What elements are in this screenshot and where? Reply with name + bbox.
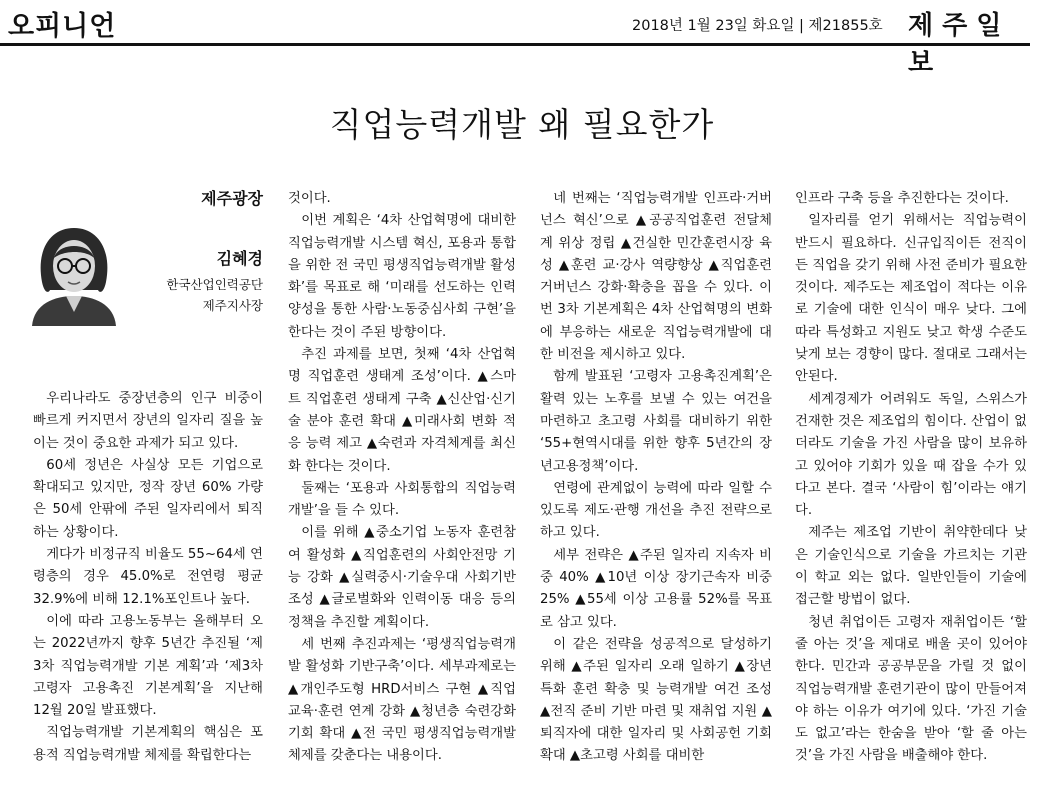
article-headline: 직업능력개발 왜 필요한가 — [329, 105, 715, 144]
author-photo — [28, 220, 120, 326]
paragraph: 세부 전략은 ▲주된 일자리 지속자 비중 40% ▲10년 이상 장기근속자 비중 25% ▲55세 이상 고용률 52%를 목표로 삼고 있다. — [540, 547, 772, 630]
paragraph: 직업능력개발 기본계획의 핵심은 포용적 직업능력개발 체제를 확립한다는 — [33, 725, 263, 763]
paragraph: 청년 취업이든 고령자 재취업이든 ‘할 줄 아는 것’을 제대로 배울 곳이 있어야 한다. 민간과 공공부문을 가릴 것 없이 직업능력개발 훈련기관이 많이 만들어져야 하는 이유가 여기에 있다. ‘가진 기술도 없고’라는 한숨을 받아 ‘할 줄 아는 것’을 가진 사람을 배출해야 한다. — [795, 614, 1027, 764]
section-title: 오피니언 — [8, 11, 117, 42]
article-column-3 — [540, 188, 772, 768]
paragraph: 60세 정년은 사실상 모든 기업으로 확대되고 있지만, 정작 장년 60% 가량은 50세 안팎에 주된 일자리에서 퇴직하는 상황이다. — [33, 457, 263, 540]
paragraph: 게다가 비정규직 비율도 55~64세 연령층의 경우 45.0%로 전연령 평균 32.9%에 비해 12.1%포인트나 높다. — [33, 547, 263, 607]
article-column-1 — [33, 388, 263, 767]
paragraph: 제주는 제조업 기반이 취약한데다 낮은 기술인식으로 기술을 가르치는 기관이 학교 외는 없다. 일반인들이 기술에 접근할 방법이 없다. — [795, 525, 1027, 608]
paragraph: 추진 과제를 보면, 첫째 ‘4차 산업혁명 직업훈련 생태계 조성’이다. ▲스마트 직업훈련 생태계 구축 ▲신산업·신기술 분야 훈련 확대 ▲미래사회 변화 적응 능력 제고 ▲숙련과 자격체계를 최신화 한다는 것이다. — [288, 347, 516, 474]
paragraph: 네 번째는 ‘직업능력개발 인프라·거버넌스 혁신’으로 ▲공공직업훈련 전달체계 위상 정립 ▲건실한 민간훈련시장 육성 ▲훈련 교·강사 역량향상 ▲직업훈련 거버넌스 강화·확충을 꼽을 수 있다. 이번 3차 기본계획은 4차 산업혁명의 변화에 부응하는 새로운 직업능력개발에 대한 비전을 제시하고 있다. — [540, 191, 772, 363]
paragraph: 것이다. — [288, 191, 331, 206]
paragraph: 세 번째 추진과제는 ‘평생직업능력개발 활성화 기반구축’이다. 세부과제로는 ▲개인주도형 HRD서비스 구현 ▲직업교육·훈련 연계 강화 ▲청년층 숙련강화 기회 확대 ▲전 국민 평생직업능력개발 체제를 갖춘다는 내용이다. — [288, 636, 516, 764]
paragraph: 둘째는 ‘포용과 사회통합의 직업능력개발’을 들 수 있다. — [288, 480, 516, 519]
paragraph: 인프라 구축 등을 추진한다는 것이다. — [795, 191, 1009, 206]
paragraph: 일자리를 얻기 위해서는 직업능력이 반드시 필요하다. 신규입직이든 전직이든 직업을 갖기 위해 사전 준비가 필요한 것이다. 제주도는 제조업이 적다는 이유로 기술에 대한 인식이 매우 낮다. 그에 따라 특성화고 지원도 낮고 학생 수준도 낮게 보는 경향이 많다. 절대로 그래서는 안된다. — [795, 213, 1027, 385]
paragraph: 연령에 관계없이 능력에 따라 일할 수 있도록 제도·관행 개선을 추진 전략으로 하고 있다. — [540, 480, 772, 541]
paragraph: 이에 따라 고용노동부는 올해부터 오는 2022년까지 향후 5년간 추진될 ‘제3차 직업능력개발 기본 계획’과 ‘제3차 고령자 고용촉진 기본계획’을 지난해 12월 20일 발표했다. — [33, 613, 263, 719]
author-org: 한국산업인력공단 — [166, 277, 263, 292]
article-column-2 — [288, 188, 516, 768]
paragraph: 이번 계획은 ‘4차 산업혁명에 대비한 직업능력개발 시스템 혁신, 포용과 통합을 위한 전 국민 평생직업능력개발 활성화’를 목표로 해 ‘미래를 선도하는 인력양성을 통한 사람·노동중심사회 구현’을 한다는 것이 주된 방향이다. — [288, 213, 516, 340]
newspaper-name: 제주일보 — [908, 11, 1011, 78]
paragraph: 이 같은 전략을 성공적으로 달성하기 위해 ▲주된 일자리 오래 일하기 ▲장년특화 훈련 확충 및 능력개발 여건 조성 ▲전직 준비 기반 마련 및 재취업 지원 ▲퇴직자에 대한 일자리 및 사회공헌 기회 확대 ▲초고령 사회를 대비한 — [540, 636, 772, 764]
column-name: 제주광장 — [201, 189, 263, 208]
header-rule — [0, 43, 1030, 46]
paragraph: 우리나라도 중장년층의 인구 비중이 빠르게 커지면서 장년의 일자리 질을 높이는 것이 중요한 과제가 되고 있다. — [33, 391, 263, 451]
paragraph: 이를 위해 ▲중소기업 노동자 훈련참여 활성화 ▲직업훈련의 사회안전망 기능 강화 ▲실력중시·기술우대 사회기반 조성 ▲글로벌화와 인력이동 대응 등의 정책을 추진할 계획이다. — [288, 525, 516, 630]
paragraph: 함께 발표된 ‘고령자 고용촉진계획’은 활력 있는 노후를 보낼 수 있는 여건을 마련하고 초고령 사회를 대비하기 위한 ‘55+현역시대를 위한 향후 5년간의 장년고용정책’이다. — [540, 369, 772, 474]
byline-box — [8, 186, 263, 376]
issue-date: 2018년 1월 23일 화요일 | 제21855호 — [632, 18, 883, 34]
author-name: 김혜경 — [216, 249, 263, 268]
author-title: 제주지사장 — [202, 298, 263, 313]
paragraph: 세계경제가 어려워도 독일, 스위스가 건재한 것은 제조업의 힘이다. 산업이 없더라도 기술을 가진 사람을 많이 보유하고 있어야 기회가 있을 때 잡을 수가 있다고 본다. 결국 ‘사람이 힘’이라는 얘기다. — [795, 391, 1027, 519]
article-column-4 — [795, 188, 1027, 768]
author-affiliation — [166, 274, 263, 316]
